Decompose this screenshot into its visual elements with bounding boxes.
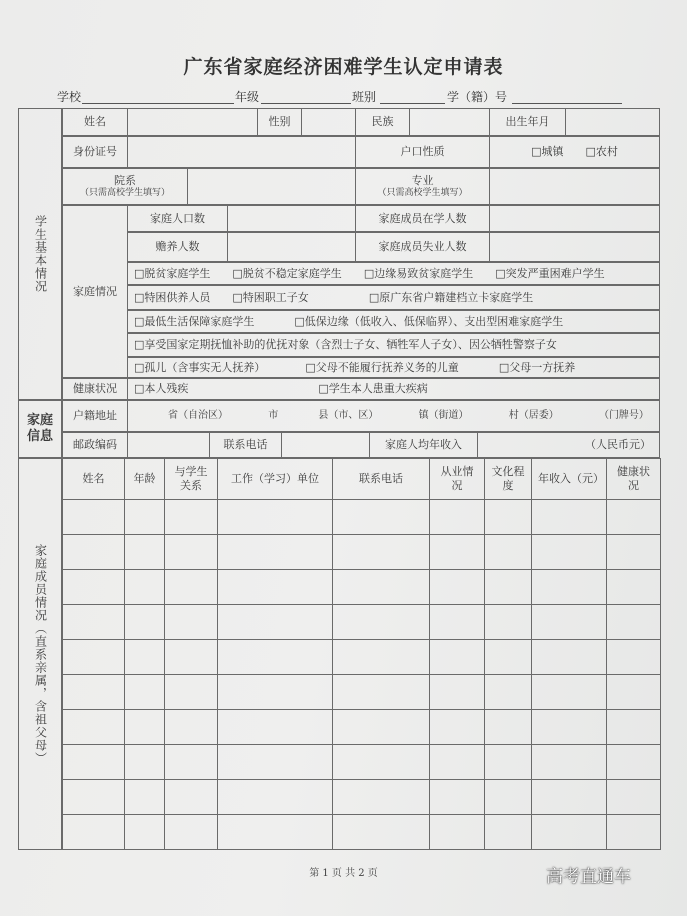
member-cell[interactable] <box>217 499 333 535</box>
member-cell[interactable] <box>484 814 532 850</box>
option-checkbox[interactable]: □父母不能履行抚养义务的儿童 <box>305 360 459 374</box>
member-cell[interactable] <box>164 534 218 570</box>
member-cell[interactable] <box>217 779 333 815</box>
unemployed-label: 家庭成员失业人数 <box>355 232 490 262</box>
column-header: 姓名 <box>62 458 125 500</box>
dept-note: （只需高校学生填写） <box>79 187 170 198</box>
member-cell[interactable] <box>531 604 607 640</box>
member-cell[interactable] <box>531 779 607 815</box>
address-part: 市 <box>268 409 279 421</box>
health-options <box>127 378 660 400</box>
phone-field[interactable] <box>281 432 370 458</box>
option-checkbox[interactable]: □享受国家定期抚恤补助的优抚对象（含烈士子女、牺牲军人子女）、因公牺牲警察子女 <box>134 338 557 352</box>
class-field[interactable] <box>380 103 445 104</box>
column-header: 文化程度 <box>484 458 532 500</box>
member-cell[interactable] <box>606 569 661 605</box>
member-cell[interactable] <box>484 604 532 640</box>
member-cell[interactable] <box>332 814 430 850</box>
member-cell[interactable] <box>332 709 430 745</box>
member-cell[interactable] <box>124 779 165 815</box>
grade-label: 年级 <box>235 90 260 104</box>
member-cell[interactable] <box>332 569 430 605</box>
member-cell[interactable] <box>217 709 333 745</box>
member-cell[interactable] <box>531 534 607 570</box>
currency-note: （人民币元） <box>585 438 651 452</box>
member-cell[interactable] <box>332 499 430 535</box>
dept-label-text: 院系 <box>114 174 136 187</box>
ethnicity-label: 民族 <box>355 108 410 136</box>
member-cell[interactable] <box>332 744 430 780</box>
member-cell[interactable] <box>124 674 165 710</box>
member-cell[interactable] <box>429 604 485 640</box>
section-family-info-label: 家庭信息 <box>18 400 62 458</box>
gender-field[interactable] <box>301 108 356 136</box>
member-cell[interactable] <box>606 814 661 850</box>
member-cell[interactable] <box>606 499 661 535</box>
column-header: 工作（学习）单位 <box>217 458 333 500</box>
address-field[interactable] <box>127 400 660 432</box>
member-cell[interactable] <box>332 604 430 640</box>
member-cell[interactable] <box>164 744 218 780</box>
major-note: （只需高校学生填写） <box>377 187 468 198</box>
family-options-row <box>127 285 660 310</box>
household-size-field[interactable] <box>227 205 356 232</box>
member-cell[interactable] <box>531 569 607 605</box>
column-header: 联系电话 <box>332 458 430 500</box>
household-size-label: 家庭人口数 <box>127 205 228 232</box>
column-header: 年收入（元） <box>531 458 607 500</box>
in-school-field[interactable] <box>489 205 660 232</box>
birth-field[interactable] <box>565 108 660 136</box>
income-field[interactable] <box>477 432 660 458</box>
option-checkbox[interactable]: □父母一方抚养 <box>498 360 576 374</box>
member-cell[interactable] <box>62 779 125 815</box>
member-cell[interactable] <box>484 674 532 710</box>
member-cell[interactable] <box>332 534 430 570</box>
postcode-field[interactable] <box>127 432 210 458</box>
member-cell[interactable] <box>606 604 661 640</box>
member-cell[interactable] <box>164 639 218 675</box>
member-cell[interactable] <box>124 814 165 850</box>
member-cell[interactable] <box>484 709 532 745</box>
address-part: 镇（街道） <box>418 409 469 421</box>
postcode-label: 邮政编码 <box>62 432 128 458</box>
member-cell[interactable] <box>124 604 165 640</box>
member-cell[interactable] <box>606 744 661 780</box>
disabled-checkbox[interactable]: □本人残疾 <box>134 382 189 396</box>
member-cell[interactable] <box>62 744 125 780</box>
watermark: 高考直通车 <box>546 867 631 887</box>
member-cell[interactable] <box>606 534 661 570</box>
member-cell[interactable] <box>124 639 165 675</box>
member-cell[interactable] <box>531 499 607 535</box>
member-cell[interactable] <box>429 534 485 570</box>
member-cell[interactable] <box>531 674 607 710</box>
member-cell[interactable] <box>429 814 485 850</box>
family-options-row <box>127 357 660 378</box>
address-label: 户籍地址 <box>62 400 128 432</box>
rural-checkbox[interactable]: □农村 <box>585 145 618 159</box>
member-cell[interactable] <box>531 639 607 675</box>
member-cell[interactable] <box>429 709 485 745</box>
member-cell[interactable] <box>164 499 218 535</box>
address-part: 县（市、区） <box>318 409 379 421</box>
member-cell[interactable] <box>164 814 218 850</box>
member-cell[interactable] <box>429 569 485 605</box>
in-school-label: 家庭成员在学人数 <box>355 205 490 232</box>
member-cell[interactable] <box>484 779 532 815</box>
name-label: 姓名 <box>62 108 128 136</box>
hukou-label: 户口性质 <box>355 136 490 168</box>
urban-checkbox[interactable]: □城镇 <box>531 145 564 159</box>
family-options-row <box>127 333 660 357</box>
member-cell[interactable] <box>484 499 532 535</box>
member-cell[interactable] <box>217 534 333 570</box>
form-title: 广东省家庭经济困难学生认定申请表 <box>183 56 504 78</box>
major-label-text: 专业 <box>411 174 434 187</box>
member-cell[interactable] <box>429 639 485 675</box>
member-cell[interactable] <box>164 569 218 605</box>
section-members-label: 家庭成员情况（直系亲属，含祖父母） <box>18 458 62 850</box>
option-checkbox[interactable]: □最低生活保障家庭学生 <box>134 314 255 328</box>
member-cell[interactable] <box>332 779 430 815</box>
member-cell[interactable] <box>124 709 165 745</box>
name-field[interactable] <box>127 108 258 136</box>
member-cell[interactable] <box>124 499 165 535</box>
option-checkbox[interactable]: □突发严重困难户学生 <box>495 266 605 280</box>
member-cell[interactable] <box>124 569 165 605</box>
school-label: 学校 <box>57 90 82 104</box>
option-checkbox[interactable]: □脱贫不稳定家庭学生 <box>232 266 342 280</box>
member-cell[interactable] <box>62 534 125 570</box>
income-label: 家庭人均年收入 <box>369 432 478 458</box>
student-no-label: 学（籍）号 <box>447 90 508 104</box>
member-cell[interactable] <box>164 709 218 745</box>
class-label: 班别 <box>352 90 377 104</box>
member-cell[interactable] <box>62 604 125 640</box>
member-cell[interactable] <box>164 604 218 640</box>
option-checkbox[interactable]: □特困供养人员 <box>134 290 211 304</box>
member-cell[interactable] <box>124 534 165 570</box>
member-cell[interactable] <box>217 639 333 675</box>
member-cell[interactable] <box>217 674 333 710</box>
dependents-field[interactable] <box>227 232 356 262</box>
member-cell[interactable] <box>484 534 532 570</box>
member-cell[interactable] <box>606 709 661 745</box>
member-cell[interactable] <box>606 779 661 815</box>
member-cell[interactable] <box>531 709 607 745</box>
member-cell[interactable] <box>124 744 165 780</box>
school-field[interactable] <box>82 103 234 104</box>
member-cell[interactable] <box>531 814 607 850</box>
gender-label: 性别 <box>257 108 302 136</box>
member-cell[interactable] <box>484 569 532 605</box>
option-checkbox[interactable]: □脱贫家庭学生 <box>134 266 211 280</box>
birth-label: 出生年月 <box>489 108 566 136</box>
address-part: 村（居委） <box>508 409 559 421</box>
option-checkbox[interactable]: □边缘易致贫家庭学生 <box>363 266 474 280</box>
member-cell[interactable] <box>62 674 125 710</box>
column-header: 从业情况 <box>429 458 485 500</box>
member-cell[interactable] <box>606 674 661 710</box>
health-label: 健康状况 <box>62 378 128 400</box>
option-checkbox[interactable]: □低保边缘（低收入、低保临界）、支出型困难家庭学生 <box>294 314 564 328</box>
option-checkbox[interactable]: □孤儿（含事实无人抚养） <box>134 360 266 374</box>
member-cell[interactable] <box>62 569 125 605</box>
member-cell[interactable] <box>217 569 333 605</box>
member-cell[interactable] <box>429 744 485 780</box>
member-cell[interactable] <box>62 499 125 535</box>
student-no-field[interactable] <box>512 103 622 104</box>
address-part: 省（自治区） <box>168 409 228 421</box>
major-field[interactable] <box>489 168 660 205</box>
member-cell[interactable] <box>429 779 485 815</box>
family-options-row <box>127 262 660 285</box>
member-cell[interactable] <box>484 744 532 780</box>
phone-label: 联系电话 <box>209 432 282 458</box>
dept-field[interactable] <box>187 168 356 205</box>
section-basic-label: 学生基本情况 <box>18 108 62 400</box>
member-cell[interactable] <box>606 639 661 675</box>
member-cell[interactable] <box>484 639 532 675</box>
member-cell[interactable] <box>62 639 125 675</box>
member-cell[interactable] <box>217 604 333 640</box>
address-part: （门牌号） <box>598 409 649 421</box>
member-cell[interactable] <box>217 744 333 780</box>
member-cell[interactable] <box>62 709 125 745</box>
dept-label <box>62 168 188 205</box>
id-no-field[interactable] <box>127 136 356 168</box>
member-cell[interactable] <box>164 779 218 815</box>
id-no-label: 身份证号 <box>62 136 128 168</box>
unemployed-field[interactable] <box>489 232 660 262</box>
family-status-label: 家庭情况 <box>62 205 128 378</box>
member-cell[interactable] <box>531 744 607 780</box>
major-label <box>355 168 490 205</box>
member-cell[interactable] <box>332 674 430 710</box>
member-cell[interactable] <box>429 674 485 710</box>
option-checkbox[interactable]: □特困职工子女 <box>232 290 309 304</box>
member-cell[interactable] <box>164 674 218 710</box>
family-options-row <box>127 310 660 333</box>
ethnicity-field[interactable] <box>409 108 490 136</box>
column-header: 健康状况 <box>606 458 661 500</box>
dependents-label: 赡养人数 <box>127 232 228 262</box>
hukou-options <box>489 136 660 168</box>
member-cell[interactable] <box>217 814 333 850</box>
grade-field[interactable] <box>261 103 351 104</box>
member-cell[interactable] <box>62 814 125 850</box>
column-header: 与学生关系 <box>164 458 218 500</box>
member-cell[interactable] <box>429 499 485 535</box>
option-checkbox[interactable]: □原广东省户籍建档立卡家庭学生 <box>368 290 534 304</box>
column-header: 年龄 <box>124 458 165 500</box>
page-number: 第 1 页 共 2 页 <box>309 868 378 879</box>
illness-checkbox[interactable]: □学生本人患重大疾病 <box>318 382 428 396</box>
member-cell[interactable] <box>332 639 430 675</box>
